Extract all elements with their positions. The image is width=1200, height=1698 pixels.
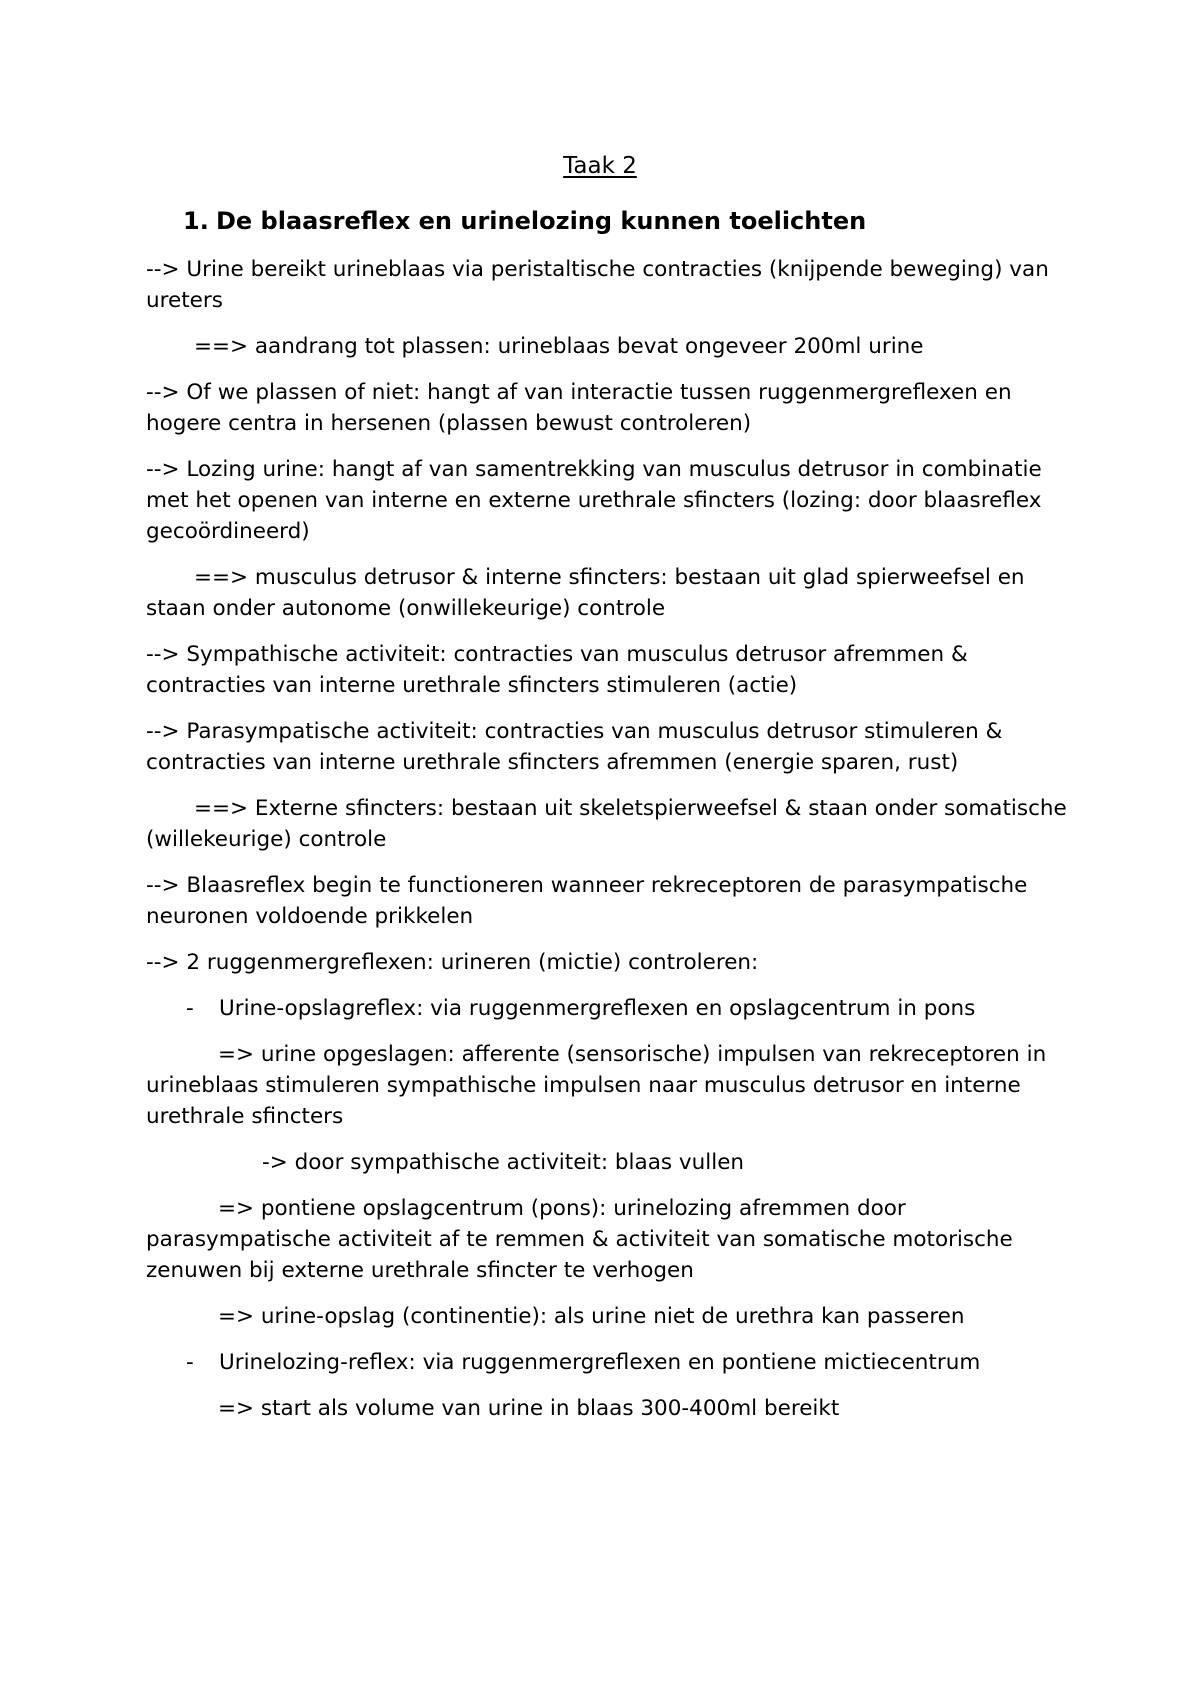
paragraph: --> Blaasreflex begin te functioneren wanneer rekreceptoren de parasympatische neuronen voldoende prikkelen xyxy=(146,873,1035,929)
bullet-marker: - xyxy=(186,996,194,1021)
paragraph: ==> aandrang tot plassen: urineblaas bevat ongeveer 200ml urine xyxy=(194,334,924,359)
paragraph: -> door sympathische activiteit: blaas vullen xyxy=(262,1150,745,1175)
document-title-text: Taak 2 xyxy=(563,153,637,179)
bullet-marker: - xyxy=(186,1350,194,1375)
paragraph: => start als volume van urine in blaas 300-400ml bereikt xyxy=(218,1396,840,1421)
paragraph: ==> Externe sfincters: bestaan uit skeletspierweefsel & staan onder somatische (willekeurige) controle xyxy=(146,796,1074,852)
list-item xyxy=(146,993,1076,1024)
paragraph: --> Sympathische activiteit: contracties van musculus detrusor afremmen & contracties van interne urethrale sfincters stimuleren (actie) xyxy=(146,642,975,698)
paragraph: --> Lozing urine: hangt af van samentrekking van musculus detrusor in combinatie met het openen van interne en externe urethrale sfincters (lozing: door blaasreflex gecoördineerd) xyxy=(146,457,1049,544)
list-item-text: Urinelozing-reflex: via ruggenmergreflexen en pontiene mictiecentrum xyxy=(219,1350,981,1375)
document-title xyxy=(0,150,1200,182)
paragraph: --> Urine bereikt urineblaas via peristaltische contracties (knijpende beweging) van ureters xyxy=(146,257,1056,313)
paragraph: ==> musculus detrusor & interne sfincters: bestaan uit glad spierweefsel en staan onder autonome (onwillekeurige) controle xyxy=(146,565,1032,621)
paragraph: => urine-opslag (continentie): als urine niet de urethra kan passeren xyxy=(218,1304,965,1329)
list-item-text: Urine-opslagreflex: via ruggenmergreflexen en opslagcentrum in pons xyxy=(219,996,976,1021)
section-number: 1. xyxy=(183,207,209,235)
paragraph: => pontiene opslagcentrum (pons): urinelozing afremmen door parasympatische activiteit af te remmen & activiteit van somatische motorische zenuwen bij externe urethrale sfincter te verhogen xyxy=(146,1196,1020,1283)
list-item xyxy=(146,1347,1076,1378)
paragraph: --> Parasympatische activiteit: contracties van musculus detrusor stimuleren & contracties van interne urethrale sfincters afremmen (energie sparen, rust) xyxy=(146,719,1010,775)
document-body xyxy=(146,254,1076,1439)
paragraph: --> Of we plassen of niet: hangt af van interactie tussen ruggenmergreflexen en hogere centra in hersenen (plassen bewust controleren) xyxy=(146,380,1019,436)
section-heading-text: De blaasreflex en urinelozing kunnen toelichten xyxy=(216,207,867,235)
section-heading xyxy=(183,205,866,237)
paragraph: => urine opgeslagen: afferente (sensorische) impulsen van rekreceptoren in urineblaas stimuleren sympathische impulsen naar musculus detrusor en interne urethrale sfincters xyxy=(146,1042,1054,1129)
paragraph: --> 2 ruggenmergreflexen: urineren (mictie) controleren: xyxy=(146,950,759,975)
